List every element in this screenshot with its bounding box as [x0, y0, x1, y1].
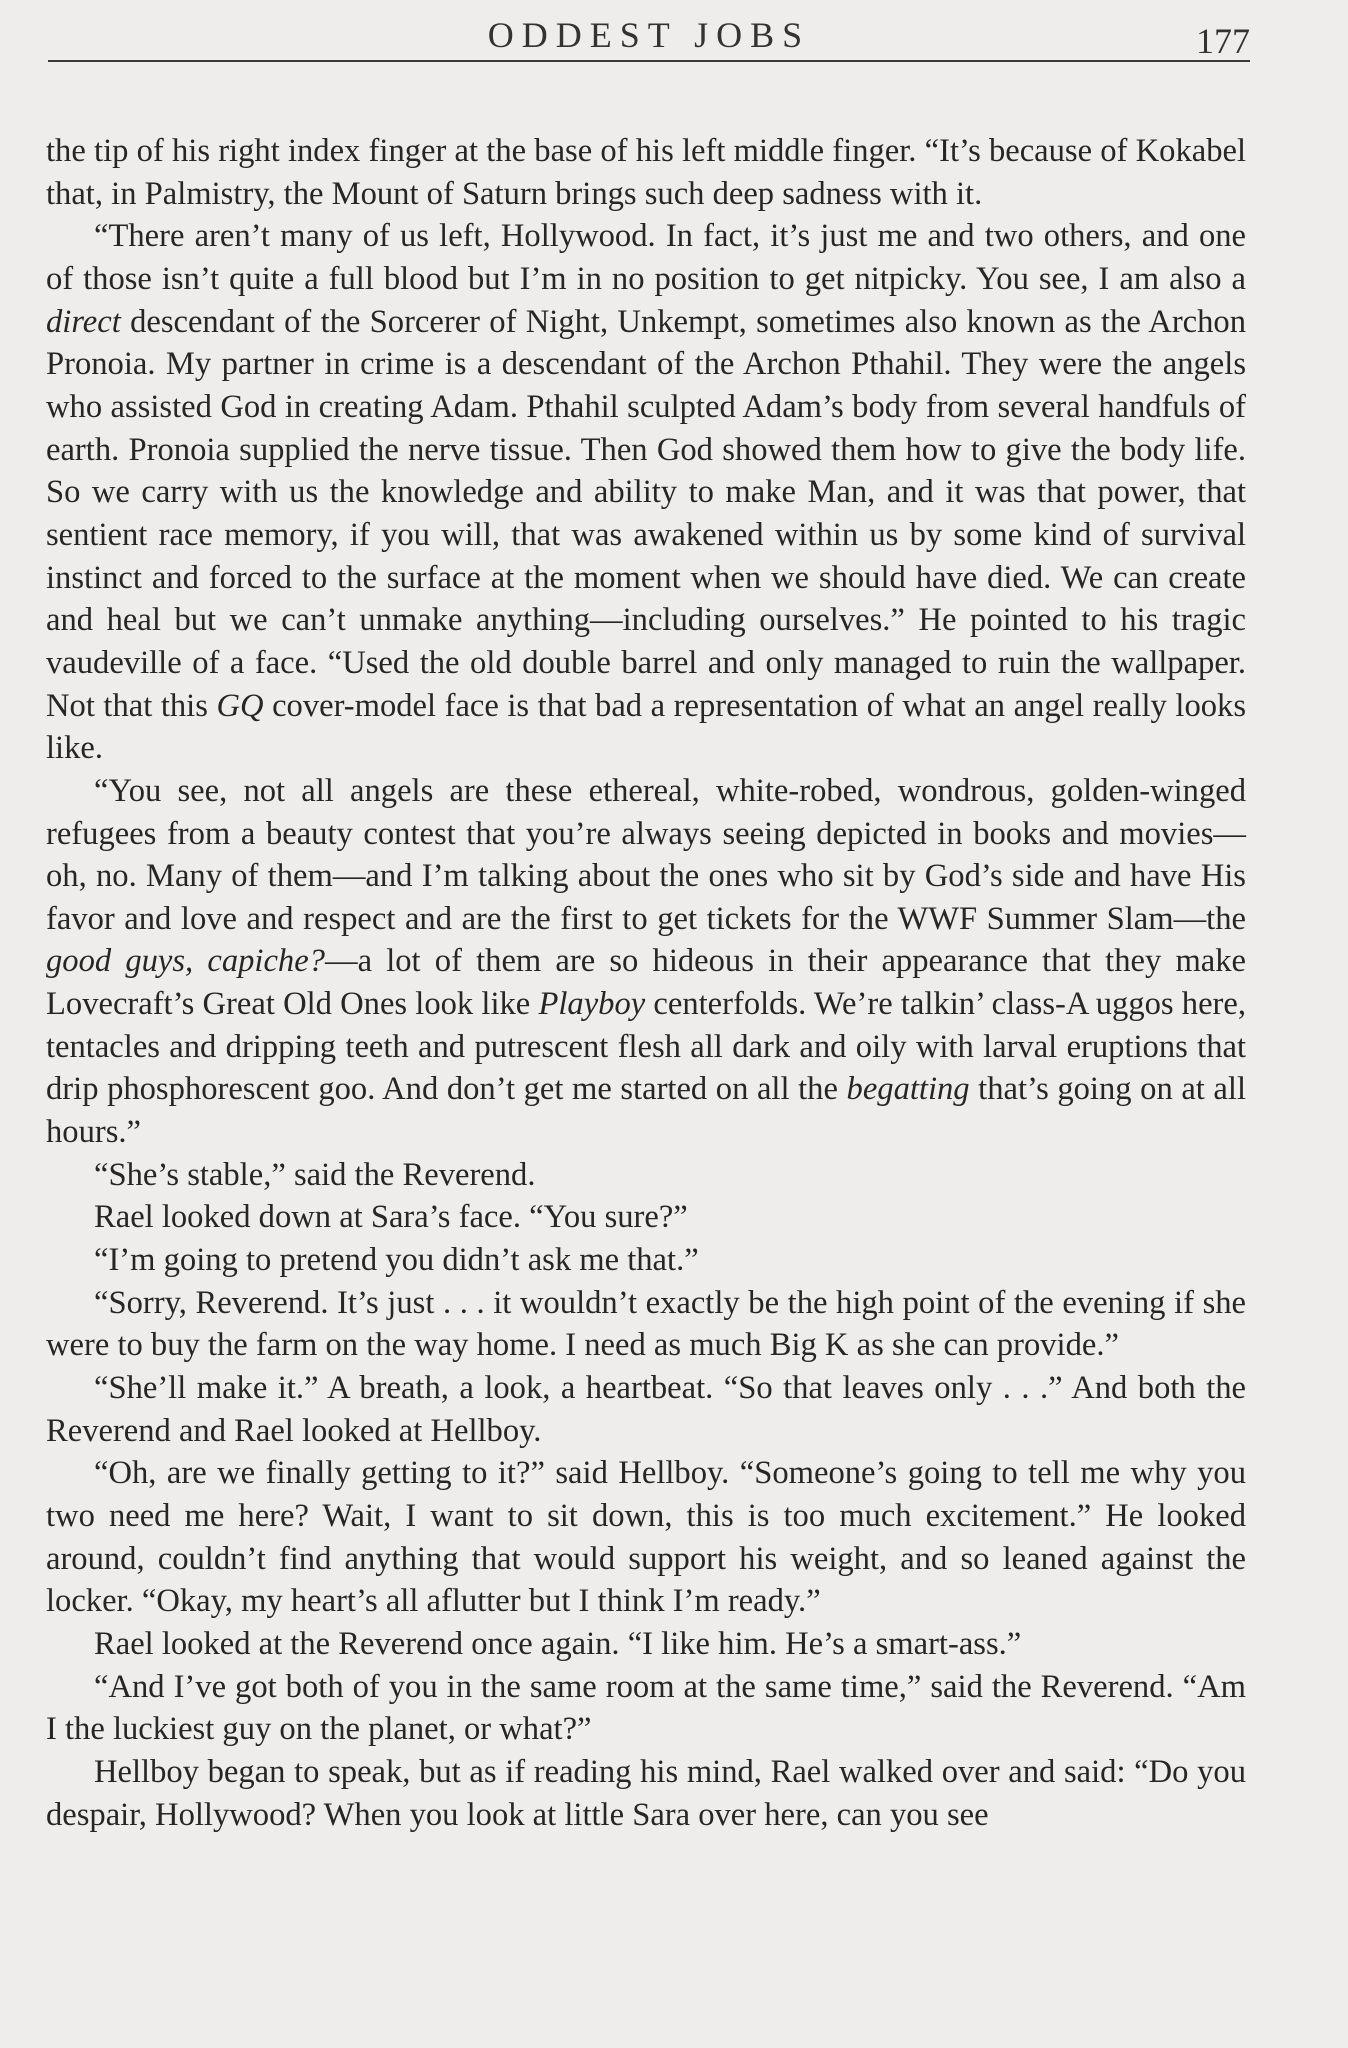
text-run: Rael looked down at Sara’s face. “You sure?” — [94, 1199, 688, 1236]
paragraph — [46, 130, 1246, 215]
text-run: “And I’ve got both of you in the same room at the same time,” said the Reverend. “Am I the luckiest guy on the planet, or what?” — [46, 1668, 1246, 1748]
text-run: that’s going on at all hours.” — [46, 1071, 1246, 1151]
paragraph — [46, 1196, 1246, 1239]
text-run: cover-model face is that bad a representation of what an angel really looks like. — [46, 687, 1246, 767]
text-run: “She’ll make it.” A breath, a look, a heartbeat. “So that leaves only . . .” And both the Reverend and Rael looked at Hellboy. — [46, 1370, 1246, 1449]
italic-text: GQ — [216, 687, 264, 724]
text-run: Hellboy began to speak, but as if reading his mind, Rael walked over and said: “Do you despair, Hollywood? When you look at little Sara over here, can you see — [46, 1753, 1246, 1833]
paragraph — [46, 1367, 1246, 1452]
page-number: 177 — [1196, 21, 1250, 61]
text-run: Rael looked at the Reverend once again. “I like him. He’s a smart-ass.” — [94, 1625, 1022, 1662]
running-title: ODDEST JOBS — [487, 15, 811, 55]
text-run: “There aren’t many of us left, Hollywood. In fact, it’s just me and two others, and one of those isn’t quite a full blood but I’m in no position to get nitpicky. You see, I am also a — [46, 218, 1246, 297]
paragraph — [46, 1452, 1246, 1623]
body-text — [46, 130, 1246, 1836]
running-head — [48, 8, 1250, 62]
italic-text: good guys, capiche? — [46, 943, 325, 980]
text-run: “You see, not all angels are these ethereal, white-robed, wondrous, golden-winged refugees from a beauty contest that you’re always seeing depicted in books and movies—oh, no. Many of them—and I’m talking about the ones who sit by God’s side and have His favor and love and respect and are the first to get tickets for the WWF Summer Slam—the — [46, 772, 1246, 937]
paragraph — [46, 1282, 1246, 1367]
paragraph — [46, 1751, 1246, 1836]
text-run: the tip of his right index finger at the base of his left middle finger. “It’s because of Kokabel that, in Palmistry, the Mount of Saturn brings such deep sadness with it. — [46, 133, 1246, 212]
paragraph — [46, 1154, 1246, 1197]
text-run: descendant of the Sorcerer of Night, Unkempt, sometimes also known as the Archon Pronoia. My partner in crime is a descendant of the Archon Pthahil. They were the angels who assisted God in creating Adam. Pthahil sculpted Adam’s body from several handfuls of earth. Pronoia supplied the nerve tissue. Then God showed them how to give the body life. So we carry with us the knowledge and ability to make Man, and it was that power, that sentient race memory, if you will, that was awakened within us by some kind of survival instinct and forced to the surface at the moment when we should have died. We can create and heal but we can’t unmake anything—including ourselves.” He pointed to his tragic vaudeville of a face. “Used the old double barrel and only managed to ruin the wallpaper. Not that this — [46, 303, 1246, 724]
text-run: “She’s stable,” said the Reverend. — [94, 1156, 536, 1193]
italic-text: begatting — [846, 1071, 970, 1108]
text-run: “Sorry, Reverend. It’s just . . . it wouldn’t exactly be the high point of the evening if she were to buy the farm on the way home. I need as much Big K as she can provide.” — [46, 1284, 1246, 1364]
text-run: “Oh, are we finally getting to it?” said Hellboy. “Someone’s going to tell me why you two need me here? Wait, I want to sit down, this is too much excitement.” He looked around, couldn’t find anything that would support his weight, and so leaned against the locker. “Okay, my heart’s all aflutter but I think I’m ready.” — [46, 1455, 1246, 1620]
italic-text: direct — [46, 303, 121, 340]
text-run: —a lot of them are so hideous in their appearance that they make Lovecraft’s Great Old Ones look like — [46, 943, 1246, 1023]
text-run: centerfolds. We’re talkin’ class-A uggos here, tentacles and dripping teeth and putrescent flesh all dark and oily with larval eruptions that drip phosphorescent goo. And don’t get me started on all the — [46, 986, 1247, 1108]
italic-text: Playboy — [538, 986, 646, 1023]
text-run: “I’m going to pretend you didn’t ask me that.” — [94, 1242, 699, 1279]
paragraph — [46, 215, 1246, 770]
paragraph — [46, 1666, 1246, 1751]
paragraph — [46, 1239, 1246, 1282]
paragraph — [46, 1623, 1246, 1666]
paragraph — [46, 770, 1246, 1154]
